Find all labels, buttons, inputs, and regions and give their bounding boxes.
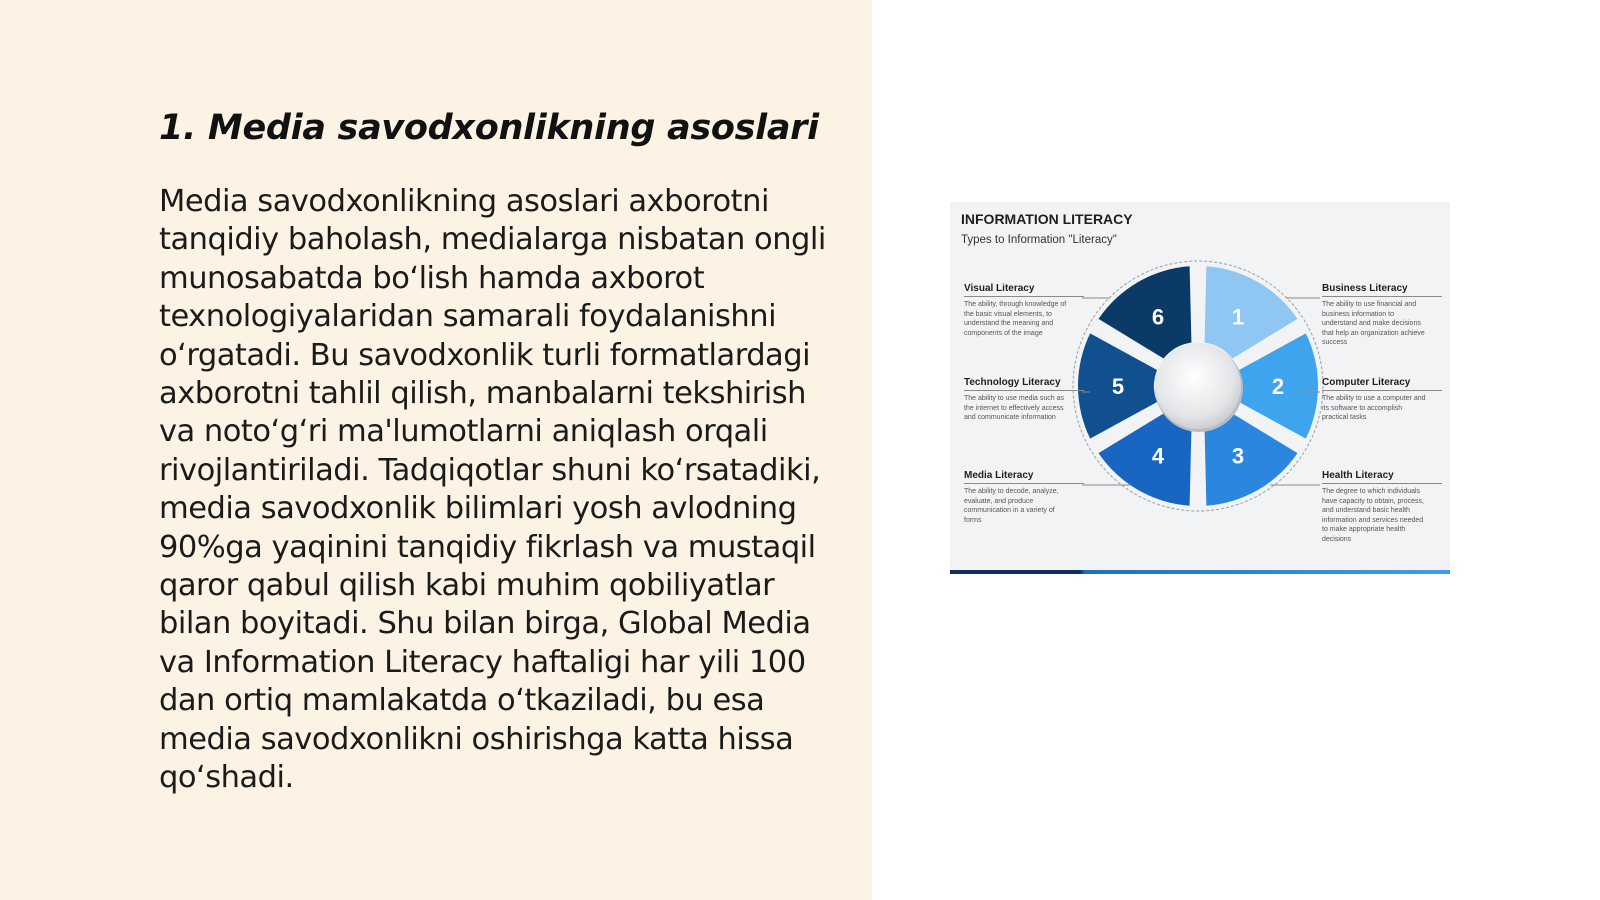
paragraph-line: media savodxonlikni oshirishga katta hissa <box>159 721 794 757</box>
paragraph-line: dan ortiq mamlakatda o‘tkaziladi, bu esa <box>159 683 765 719</box>
item-visual-literacy <box>964 283 1084 338</box>
information-literacy-figure <box>950 202 1450 574</box>
figure-subtitle: Types to Information "Literacy" <box>961 234 1117 246</box>
wheel-segment-4 <box>1099 413 1192 505</box>
wheel-segment-number: 1 <box>1231 304 1245 330</box>
paragraph-line: qo‘shadi. <box>159 760 294 796</box>
paragraph-line: texnologiyalaridan samarali foydalanishni <box>159 299 777 335</box>
slide-heading: 1. Media savodxonlikning asoslari <box>159 108 819 148</box>
item-title: Business Literacy <box>1322 283 1442 297</box>
wheel-center <box>1155 343 1241 429</box>
figure-bottom-bar <box>950 570 1450 574</box>
paragraph-line: bilan boyitadi. Shu bilan birga, Global Media <box>159 606 811 642</box>
item-media-literacy <box>964 470 1084 525</box>
paragraph-line: va Information Literacy haftaligi har yili 100 <box>159 644 806 680</box>
item-description: The degree to which individuals have capacity to obtain, process, and understand basic health information and services needed to make appropriate health decisions <box>1322 488 1424 543</box>
paragraph-line: o‘rgatadi. Bu savodxonlik turli formatlardagi <box>159 337 811 373</box>
paragraph-line: 90%ga yaqinini tanqidiy fikrlash va mustaqil <box>159 529 816 565</box>
item-title: Media Literacy <box>964 470 1084 484</box>
figure-title: INFORMATION LITERACY <box>961 211 1133 227</box>
item-description: The ability to decode, analyze, evaluate, and produce communication in a variety of forms <box>964 488 1059 524</box>
wheel-segment-number: 4 <box>1151 443 1165 469</box>
slide-paragraph <box>159 183 854 798</box>
wheel-segment-number: 2 <box>1271 374 1285 399</box>
wheel-segment-number: 5 <box>1111 374 1125 399</box>
paragraph-line: munosabatda bo‘lish hamda axborot <box>159 260 705 296</box>
item-title: Technology Literacy <box>964 377 1084 391</box>
item-description: The ability to use financial and business information to understand and make decisions that help an organization achieve success <box>1322 301 1425 347</box>
wheel-segment-number: 3 <box>1231 443 1245 469</box>
item-description: The ability, through knowledge of the basic visual elements, to understand the meaning and components of the image <box>964 301 1067 337</box>
item-business-literacy <box>1322 283 1442 348</box>
paragraph-line: va noto‘g‘ri ma'lumotlarni aniqlash orqali <box>159 414 768 450</box>
paragraph-line: axborotni tahlil qilish, manbalarni tekshirish <box>159 376 807 412</box>
item-title: Visual Literacy <box>964 283 1084 297</box>
item-title: Health Literacy <box>1322 470 1442 484</box>
wheel-segment-number: 6 <box>1151 304 1165 330</box>
paragraph-line: qaror qabul qilish kabi muhim qobiliyatlar <box>159 568 775 604</box>
wheel-segment-6 <box>1099 266 1192 358</box>
paragraph-line: media savodxonlik bilimlari yosh avlodning <box>159 491 797 527</box>
item-technology-literacy <box>964 377 1084 423</box>
item-description: The ability to use a computer and its software to accomplish practical tasks <box>1322 395 1426 422</box>
paragraph-line: rivojlantiriladi. Tadqiqotlar shuni ko‘rsatadiki, <box>159 452 821 488</box>
item-computer-literacy <box>1322 377 1442 423</box>
item-description: The ability to use media such as the internet to effectively access and communicate information <box>964 395 1064 422</box>
item-health-literacy <box>1322 470 1442 545</box>
paragraph-line: Media savodxonlikning asoslari axborotni <box>159 184 769 219</box>
paragraph-line: tanqidiy baholash, medialarga nisbatan ongli <box>159 222 826 258</box>
wheel-segment-1 <box>1205 266 1298 358</box>
item-title: Computer Literacy <box>1322 377 1442 391</box>
